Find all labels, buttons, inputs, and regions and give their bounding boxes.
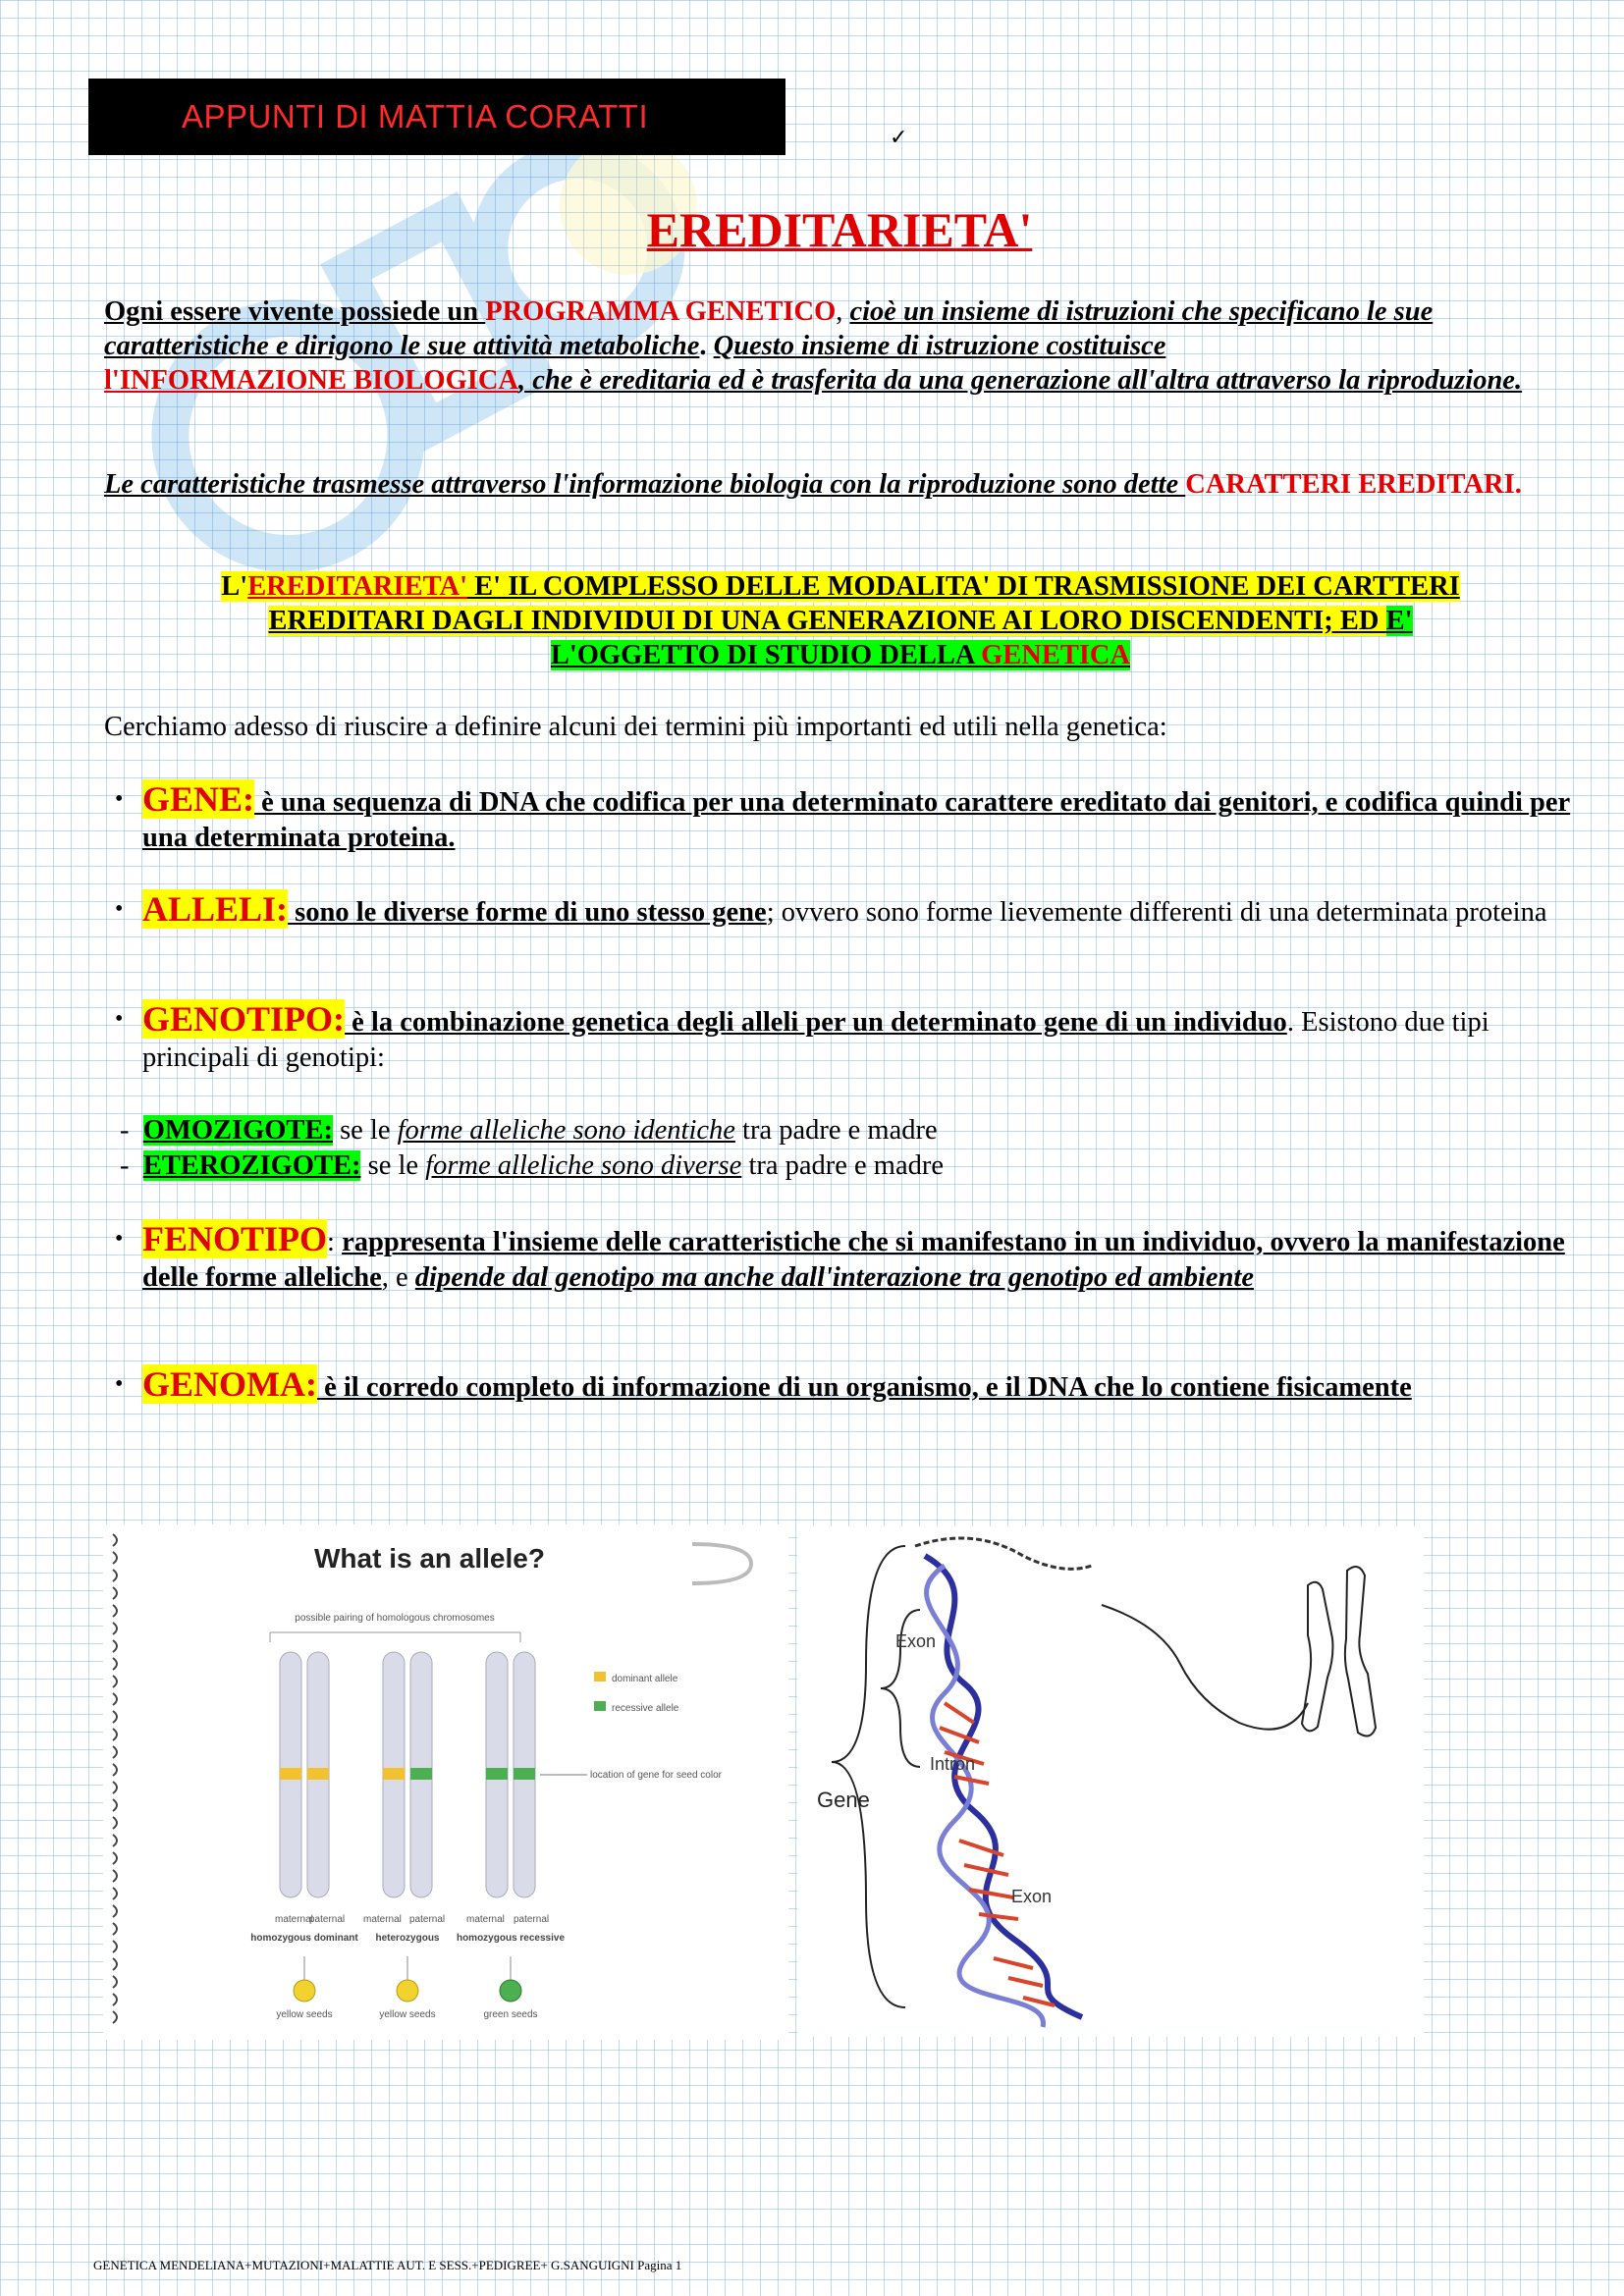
exon-label-1: Exon <box>895 1631 937 1651</box>
svg-text:yellow seeds: yellow seeds <box>379 2009 436 2020</box>
intron-label: Intron <box>930 1754 976 1774</box>
legend-dominant: dominant allele <box>612 1674 678 1684</box>
list-item-alleli: • ALLELI: sono le diverse forme di uno stesso gene; ovvero sono forme lievemente differenti di una determinata proteina <box>115 889 1547 929</box>
svg-text:maternal: maternal <box>466 1914 505 1925</box>
allele-figure-title: What is an allele? <box>314 1543 545 1574</box>
svg-text:green seeds: green seeds <box>483 2009 538 2020</box>
svg-text:homozygous dominant: homozygous dominant <box>250 1933 358 1944</box>
page-footer: GENETICA MENDELIANA+MUTAZIONI+MALATTIE AUT. E SESS.+PEDIGREE+ G.SANGUIGNI Pagina 1 <box>93 2258 682 2272</box>
svg-text:yellow seeds: yellow seeds <box>276 2009 333 2020</box>
page-title: EREDITARIETA' <box>646 202 1033 257</box>
bullet-icon: • <box>115 1006 124 1032</box>
spiral-binding <box>113 1534 117 2023</box>
svg-text:maternal: maternal <box>363 1914 402 1925</box>
author-header <box>88 79 785 155</box>
legend-recessive: recessive allele <box>612 1703 679 1714</box>
svg-text:paternal: paternal <box>309 1914 346 1925</box>
list-item-genotipo: • GENOTIPO: è la combinazione genetica degli alleli per un determinato gene di un individuo. Esistono due tipi principali di genotipi: <box>115 999 1489 1073</box>
definition-box: L'EREDITARIETA' E' IL COMPLESSO DELLE MODALITA' DI TRASMISSIONE DEI CARTTERI EREDITARI DAGLI INDIVIDUI DI UNA GENERAZIONE AI LORO DISCENDENTI; ED E' L'OGGETTO DI STUDIO DELLA GENETICA <box>221 571 1460 670</box>
location-label: location of gene for seed color <box>590 1770 722 1781</box>
svg-text:paternal: paternal <box>514 1914 550 1925</box>
exon-label-2: Exon <box>1011 1887 1053 1906</box>
list-item-eterozigote: - ETEROZIGOTE: se le forme alleliche sono diverse tra padre e madre <box>120 1150 945 1181</box>
chromosome-icon <box>1302 1567 1376 1736</box>
bullet-icon: • <box>115 786 124 812</box>
allele-figure <box>103 1524 788 2040</box>
check-icon: ✓ <box>890 126 908 150</box>
list-item-genoma: • GENOMA: è il corredo completo di informazione di un organismo, e il DNA che lo contiene fisicamente <box>115 1364 1412 1404</box>
list-item-fenotipo: • FENOTIPO: rappresenta l'insieme delle caratteristiche che si manifestano in un individuo, ovvero la manifestazione delle forme alleliche, e dipende dal genotipo ma anche dall'interazione tra genotipo ed ambiente <box>115 1219 1565 1293</box>
list-item-gene: • GENE: è una sequenza di DNA che codifica per una determinato carattere ereditato dai genitori, e codifica quindi per una determinata proteina. <box>115 779 1571 853</box>
intro-paragraph: Ogni essere vivente possiede un PROGRAMMA GENETICO, cioè un insieme di istruzioni che specificano le sue caratteristiche e dirigono le sue attività metaboliche. Questo insieme di istruzione costituisce l'INFORMAZIONE BIOLOGICA, che è ereditaria ed è trasferita da una generazione all'altra attraverso la riproduzione. <box>104 296 1523 396</box>
bullet-icon: • <box>115 1226 124 1252</box>
dna-helix <box>915 1538 1092 2027</box>
gene-dna-figure <box>797 1526 1424 2037</box>
svg-text:maternal: maternal <box>275 1914 313 1925</box>
pairing-label: possible pairing of homologous chromosomes <box>295 1613 495 1624</box>
author-label: APPUNTI DI MATTIA CORATTI <box>182 98 649 134</box>
gene-label: Gene <box>817 1788 870 1812</box>
svg-text:homozygous recessive: homozygous recessive <box>456 1933 566 1944</box>
bullet-icon: • <box>115 896 124 922</box>
bullet-icon: • <box>115 1371 124 1397</box>
svg-text:paternal: paternal <box>409 1914 446 1925</box>
terms-intro: Cerchiamo adesso di riuscire a definire alcuni dei termini più importanti ed utili nella genetica: <box>104 712 1167 742</box>
svg-text:heterozygous: heterozygous <box>375 1933 440 1944</box>
list-item-omozigote: - OMOZIGOTE: se le forme alleliche sono identiche tra padre e madre <box>120 1115 938 1146</box>
caratteri-paragraph: Le caratteristiche trasmesse attraverso l'informazione biologia con la riproduzione sono dette CARATTERI EREDITARI. <box>104 469 1522 500</box>
